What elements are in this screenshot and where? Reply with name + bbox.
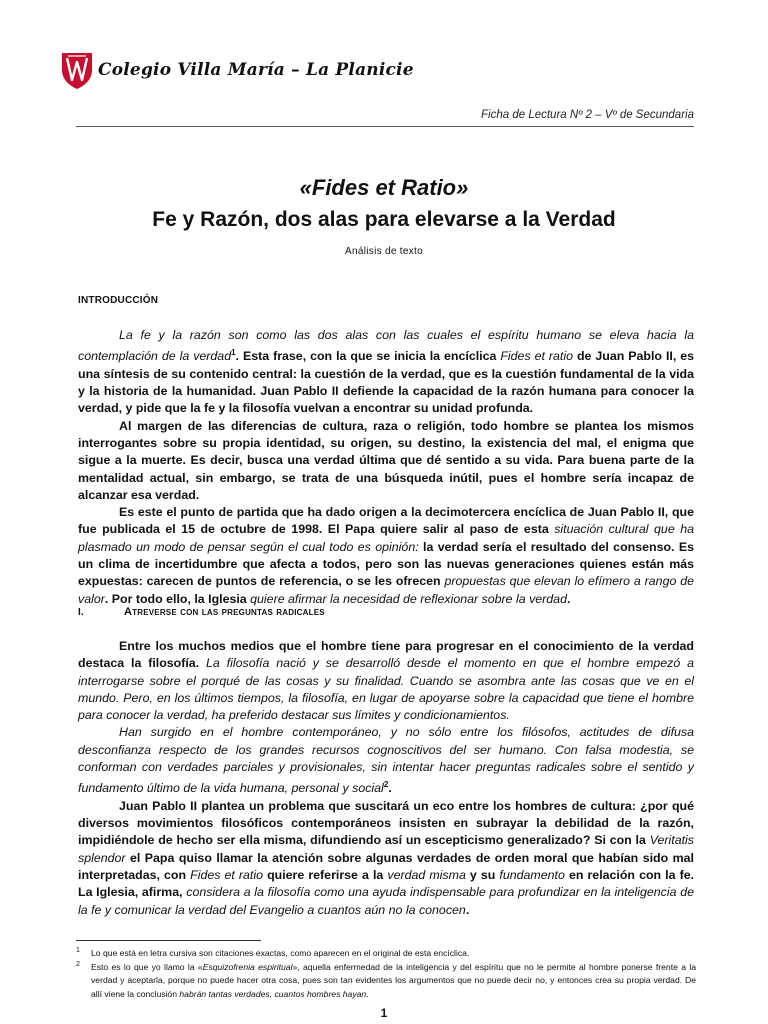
header-divider — [76, 126, 694, 127]
intro-paragraph-2: Al margen de las diferencias de cultura, raza o religión, todo hombre se plantea los mismos interrogantes sobre su propia identidad, su origen, su destino, la existencia del mal, el enigma que sigue a la muerte. Es decir, busca una verdad última que dé sentido a su vida. Para buena parte de la mentalidad actual, sin embargo, se trata de una búsqueda inútil, pues el hombre sería incapaz de alcanzar esa verdad. — [78, 418, 694, 502]
section-1-paragraph-1: Entre los muchos medios que el hombre tiene para progresar en el conocimiento de la verdad destaca la filosofía. La filosofía nació y se desarrolló desde el momento en que el hombre empezó a interrogarse sobre el porqué de las cosas y su finalidad. Cuando se asombra ante las cosas que ve en el mundo. Pero, en los últimos tiempos, la filosofía, en lugar de apoyarse sobre la capacidad que tiene el hombre para conocer la verdad, ha preferido destacar sus límites y condicionamientos. — [78, 639, 694, 723]
document-subtitle: Fe y Razón, dos alas para elevarse a la Verdad — [152, 208, 616, 231]
footnote-2: 2 Esto es lo que yo llamo la «Esquizofrenia espiritual», aquella enfermedad de la inteligencia y del espíritu que no le permite al hombre ponerse frente a la verdad y aceptarla, porque no puede hacer otra cosa, pues son tan evidentes los argumentos que no puede decir no, y entonces crea su propia verdad. De allí viene la conclusión habrán tantas verdades, cuantos hombres hayan. — [76, 960, 697, 999]
section-1-paragraph-2: Han surgido en el hombre contemporáneo, y no sólo entre los filósofos, actitudes de difusa desconfianza respecto de los grandes recursos cognoscitivos del ser humano. Con falsa modestia, se conforman con verdades parciales y provisionales, sin intentar hacer preguntas radicales sobre el sentido y fundamento último de la vida humana, personal y social$^2$. — [78, 725, 694, 796]
section-1-body — [78, 638, 694, 919]
footnotes — [76, 947, 696, 1001]
section-1-title: Atreverse con las preguntas radicales — [124, 606, 325, 618]
school-logo — [60, 50, 414, 90]
section-1-number: I. — [78, 607, 84, 618]
document-kind: Análisis de texto — [345, 246, 423, 257]
document-title: «Fides et Ratio» — [299, 175, 469, 200]
footnote-divider — [76, 940, 261, 941]
intro-body — [78, 327, 694, 608]
school-name: Colegio Villa María – La Planicie — [98, 60, 414, 80]
page-number: 1 — [380, 1006, 388, 1020]
fiche-label: Ficha de Lectura Nº 2 – Vº de Secundaria — [481, 109, 694, 121]
intro-paragraph-3: Es este el punto de partida que ha dado origen a la decimotercera encíclica de Juan Pablo II, que fue publicada el 15 de octubre de 1998. El Papa quiere salir al paso de esta situación cultural que ha plasmado un modo de pensar según el cual todo es opinión: la verdad sería el resultado del consenso. Es un clima de incertidumbre que afecta a todos, pero son las nuevas generaciones quienes están más expuestas: carecen de puntos de referencia, o se les ofrecen propuestas que elevan lo efímero a rango de valor. Por todo ello, la Iglesia quiere afirmar la necesidad de reflexionar sobre la verdad. — [78, 505, 695, 606]
footnote-1: 1 Lo que está en letra cursiva son citaciones exactas, como aparecen en el original de esta encíclica. — [76, 947, 470, 958]
school-shield-icon — [60, 50, 94, 90]
section-1-heading — [78, 606, 325, 618]
intro-paragraph-1: La fe y la razón son como las dos alas con las cuales el espíritu humano se eleva hacia la contemplación de la verdad$^1$. Esta frase, con la que se inicia la encíclica Fides et ratio de Juan Pablo II, es una síntesis de su contenido central: la cuestión de la verdad, que es la cuestión fundamental de la vida y la historia de la humanidad. Juan Pablo II defiende la capacidad de la razón humana para conocer la verdad, y pide que la fe y la filosofía vuelvan a encontrar su unidad profunda. — [78, 328, 695, 416]
section-1-paragraph-3: Juan Pablo II plantea un problema que suscitará un eco entre los hombres de cultura: ¿por qué diversos movimientos filosóficos contemporáneos insisten en subrayar la debilidad de la razón, impidiéndole de hecho ser ella misma, difundiendo así un escepticismo generalizado? Si con la Veritatis splendor el Papa quiso llamar la atención sobre algunas verdades de orden moral que habían sido mal interpretadas, con Fides et ratio quiere referirse a la verdad misma y su fundamento en relación con la fe. La Iglesia, afirma, considera a la filosofía como una ayuda indispensable para profundizar en la inteligencia de la fe y comunicar la verdad del Evangelio a cuantos aún no la conocen. — [78, 798, 695, 917]
intro-heading: INTRODUCCIÓN — [78, 295, 159, 306]
